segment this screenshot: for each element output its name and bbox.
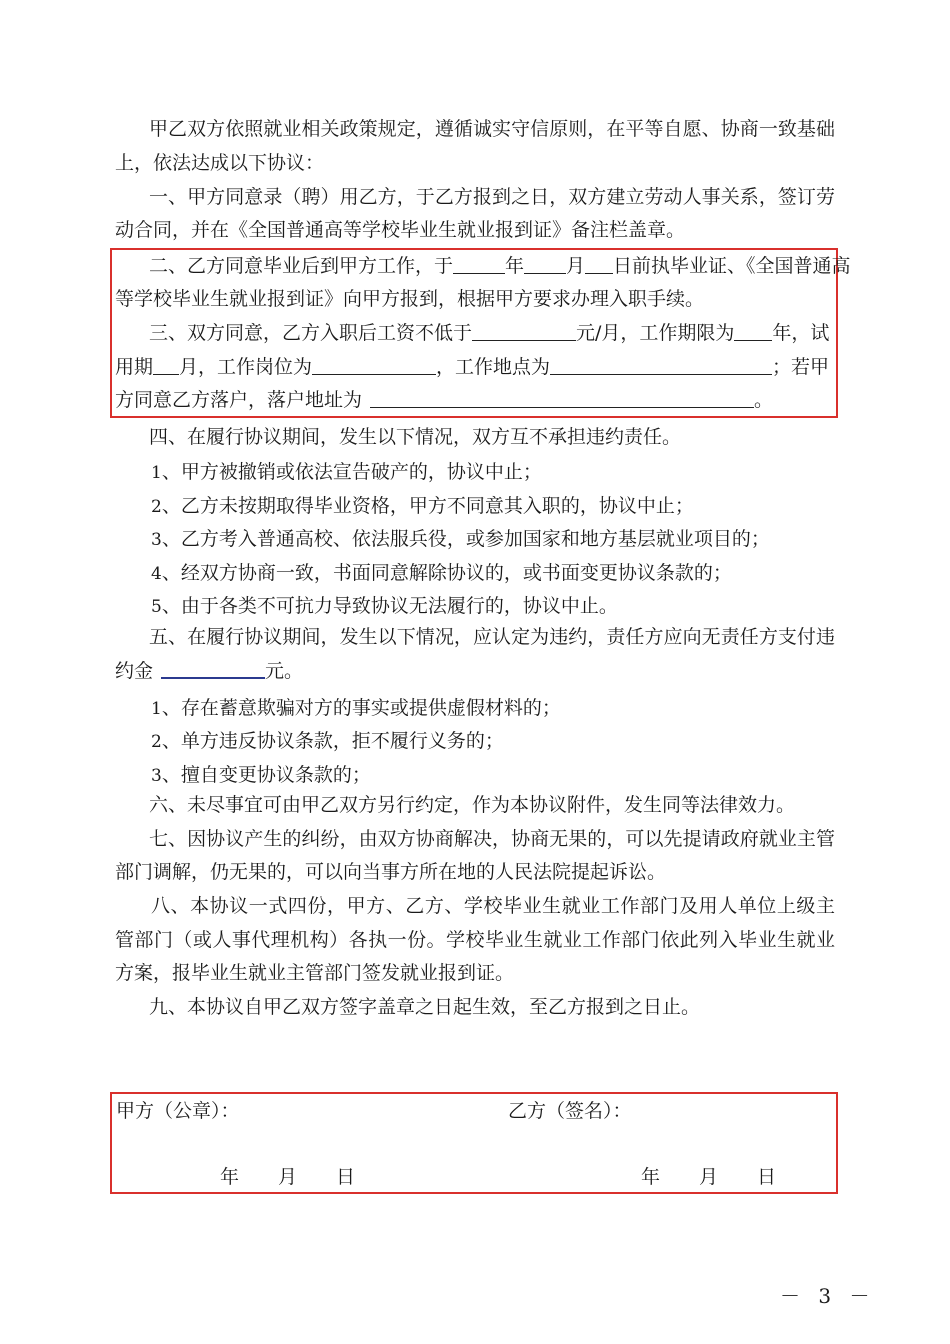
item-number: 3: [151, 530, 162, 550]
clause-3-text-3: 年，试: [772, 322, 830, 344]
clause-4-title: 四、在履行协议期间，发生以下情况，双方互不承担违约责任。: [149, 426, 682, 448]
clause-5-item-1: [151, 691, 871, 725]
clause-3-text-4: 用期: [115, 356, 154, 378]
page-number: － 3 －: [780, 1284, 876, 1308]
item-number: 2: [151, 497, 162, 517]
clause-3-text-1: 三、双方同意，乙方入职后工资不低于: [149, 322, 473, 344]
clause-3-text-6: ，工作地点为: [436, 356, 551, 378]
clause-5-line-2: [115, 654, 835, 688]
term-years-blank[interactable]: [734, 318, 772, 341]
clause-8-line-3: 方案，报毕业生就业主管部门签发就业报到证。: [115, 962, 515, 984]
clause-3-line-1: [149, 316, 839, 350]
item-number: 5: [151, 597, 162, 617]
clause-4-item-5: [151, 589, 871, 623]
position-blank[interactable]: [312, 352, 436, 375]
party-a-seal-label: 甲方（公章）：: [116, 1100, 240, 1122]
clause-1-line-2: 动合同，并在《全国普通高等学校毕业生就业报到证》备注栏盖章。: [115, 219, 686, 241]
item-text: 、经双方协商一致，书面同意解除协议的，或书面变更协议条款的；: [161, 562, 732, 584]
clause-5-item-2: [151, 724, 871, 758]
clause-8-line-2: 管部门（或人事代理机构）各执一份。学校毕业生就业工作部门依此列入毕业生就业: [115, 929, 835, 951]
clause-7-line-2: 部门调解，仍无果的，可以向当事方所在地的人民法院提起诉讼。: [115, 861, 667, 883]
hukou-address-blank[interactable]: [370, 385, 754, 408]
clause-6: 六、未尽事宜可由甲乙双方另行约定，作为本协议附件，发生同等法律效力。: [149, 794, 796, 816]
item-text: 、由于各类不可抗力导致协议无法履行的，协议中止。: [161, 595, 618, 617]
item-text: 、擅自变更协议条款的；: [161, 764, 371, 786]
clause-1-line-1: 一、甲方同意录（聘）用乙方，于乙方报到之日，双方建立劳动人事关系，签订劳: [149, 186, 835, 208]
salary-blank[interactable]: [472, 318, 576, 341]
intro-line-2: 上，依法达成以下协议：: [115, 152, 325, 174]
clause-5-line-1: 五、在履行协议期间，发生以下情况，应认定为违约，责任方应向无责任方支付违: [149, 626, 835, 648]
item-number: 4: [151, 564, 162, 584]
clause-5-text-2: 元。: [265, 660, 304, 682]
clause-4-item-2: [151, 489, 871, 523]
clause-3-text-2: 元/月，工作期限为: [576, 322, 735, 344]
clause-3-line-2: [115, 350, 835, 384]
probation-months-blank[interactable]: [153, 352, 179, 375]
party-b-date-month: 月: [699, 1166, 719, 1188]
clause-3-text-9: 。: [754, 389, 774, 411]
clause-3-line-3: [115, 383, 835, 417]
item-number: 2: [151, 732, 162, 752]
clause-2-text-2: 日前执毕业证、《全国普通高: [613, 255, 851, 277]
clause-9: 九、本协议自甲乙双方签字盖章之日起生效，至乙方报到之日止。: [149, 996, 701, 1018]
party-b-signature-label: 乙方（签名）：: [508, 1100, 632, 1122]
item-text: 、存在蓄意欺骗对方的事实或提供虚假材料的；: [161, 697, 561, 719]
day-blank[interactable]: [585, 251, 613, 274]
intro-line-1: 甲乙双方依照就业相关政策规定，遵循诚实守信原则，在平等自愿、协商一致基础: [149, 118, 835, 140]
item-number: 3: [151, 766, 162, 786]
item-text: 、乙方未按期取得毕业资格，甲方不同意其入职的，协议中止；: [161, 495, 694, 517]
month-blank[interactable]: [524, 251, 566, 274]
clause-2-year-label: 年: [505, 255, 525, 277]
clause-7-line-1: 七、因协议产生的纠纷，由双方协商解决，协商无果的，可以先提请政府就业主管: [149, 828, 835, 850]
clause-2-line-1: [149, 249, 851, 283]
clause-5-item-3: [151, 758, 871, 792]
item-number: 1: [151, 463, 162, 483]
penalty-amount-blank[interactable]: [161, 655, 265, 679]
party-a-date-year: 年: [220, 1166, 240, 1188]
party-b-date-year: 年: [641, 1166, 661, 1188]
clause-4-item-3: [151, 522, 871, 556]
clause-3-text-8: 方同意乙方落户，落户地址为: [115, 389, 363, 411]
clause-2-text-1: 二、乙方同意毕业后到甲方工作，于: [149, 255, 454, 277]
year-blank[interactable]: [453, 251, 505, 274]
clause-8-line-1: 八、本协议一式四份，甲方、乙方、学校毕业生就业工作部门及用人单位上级主: [151, 895, 835, 917]
item-text: 、甲方被撤销或依法宣告破产的，协议中止；: [161, 461, 542, 483]
party-a-date-month: 月: [278, 1166, 298, 1188]
work-location-blank[interactable]: [550, 352, 772, 375]
item-number: 1: [151, 699, 162, 719]
clause-5-text-1: 约金: [115, 660, 154, 682]
item-text: 、乙方考入普通高校、依法服兵役，或参加国家和地方基层就业项目的；: [161, 528, 770, 550]
party-a-date-day: 日: [336, 1166, 356, 1188]
clause-4-item-4: [151, 556, 871, 590]
clause-2-month-label: 月: [566, 255, 586, 277]
clause-3-text-5: 月，工作岗位为: [179, 356, 313, 378]
party-b-date-day: 日: [757, 1166, 777, 1188]
item-text: 、单方违反协议条款，拒不履行义务的；: [161, 730, 504, 752]
clause-3-text-7: ；若甲: [772, 356, 830, 378]
clause-2-line-2: 等学校毕业生就业报到证》向甲方报到，根据甲方要求办理入职手续。: [115, 288, 705, 310]
clause-4-item-1: [151, 455, 871, 489]
